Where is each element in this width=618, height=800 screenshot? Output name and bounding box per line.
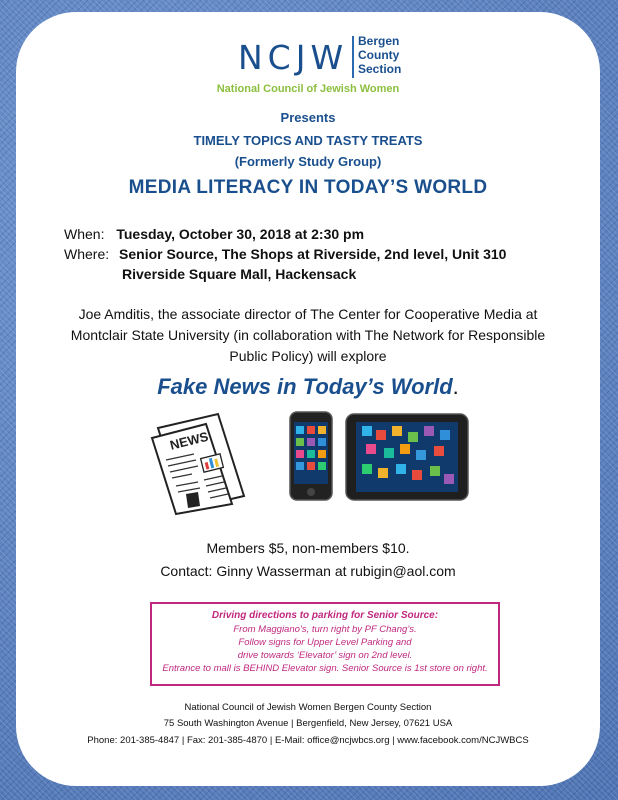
feature-title-row <box>16 374 600 400</box>
ncjw-logo <box>238 32 438 84</box>
logo-line-3: Section <box>358 62 402 76</box>
logo-mark: NCJW <box>238 38 349 77</box>
series-title: TIMELY TOPICS AND TASTY TREATS <box>193 133 423 148</box>
logo-section-name <box>358 34 401 76</box>
smartphone-icon <box>286 410 336 504</box>
footer-org: National Council of Jewish Women Bergen County Section <box>184 702 432 713</box>
ticket-prices: Members $5, non-members $10. <box>206 540 410 556</box>
feature-title-period: . <box>452 374 459 399</box>
directions-line: drive towards ‘Elevator’ sign on 2nd level. <box>237 650 413 661</box>
contact-info: Contact: Ginny Wasserman at rubigin@aol.com <box>160 563 456 579</box>
directions-box <box>150 602 500 686</box>
tablet-icon <box>344 412 470 502</box>
org-name: National Council of Jewish Women <box>216 83 400 95</box>
event-description: Joe Amditis, the associate director of The Center for Cooperative Media at Montclair State University (in collaboration with The Network for Responsible Public Policy) will explore <box>70 306 546 364</box>
footer-contact: Phone: 201-385-4847 | Fax: 201-385-4870 | E-Mail: office@ncjwbcs.org | www.facebook.com/NCJWBCS <box>87 735 529 746</box>
where-value: Senior Source, The Shops at Riverside, 2nd level, Unit 310 <box>119 246 507 262</box>
directions-line: Entrance to mall is BEHIND Elevator sign. Senior Source is 1st store on right. <box>162 663 488 674</box>
logo-divider <box>352 36 354 78</box>
where-value-line2: Riverside Square Mall, Hackensack <box>122 266 357 282</box>
presents-text: Presents <box>280 110 336 125</box>
flyer-sheet <box>16 12 600 786</box>
series-subtitle: (Formerly Study Group) <box>234 154 382 169</box>
logo-line-1: Bergen <box>358 34 400 48</box>
directions-line: Follow signs for Upper Level Parking and <box>238 637 412 648</box>
where-label: Where: <box>64 246 110 262</box>
when-label: When: <box>64 226 105 242</box>
newspaper-headline: NEWS <box>168 428 210 453</box>
event-headline: MEDIA LITERACY IN TODAY’S WORLD <box>128 177 488 198</box>
directions-title: Driving directions to parking for Senior Source: <box>211 610 439 621</box>
logo-line-2: County <box>358 48 400 62</box>
footer-address: 75 South Washington Avenue | Bergenfield, New Jersey, 07621 USA <box>163 718 453 729</box>
when-value: Tuesday, October 30, 2018 at 2:30 pm <box>116 226 365 242</box>
feature-title: Fake News in Today’s World <box>157 374 453 399</box>
directions-line: From Maggiano’s, turn right by PF Chang’s. <box>233 624 417 635</box>
when-row <box>64 226 364 242</box>
where-row <box>64 246 506 262</box>
newspaper-icon <box>148 408 260 516</box>
